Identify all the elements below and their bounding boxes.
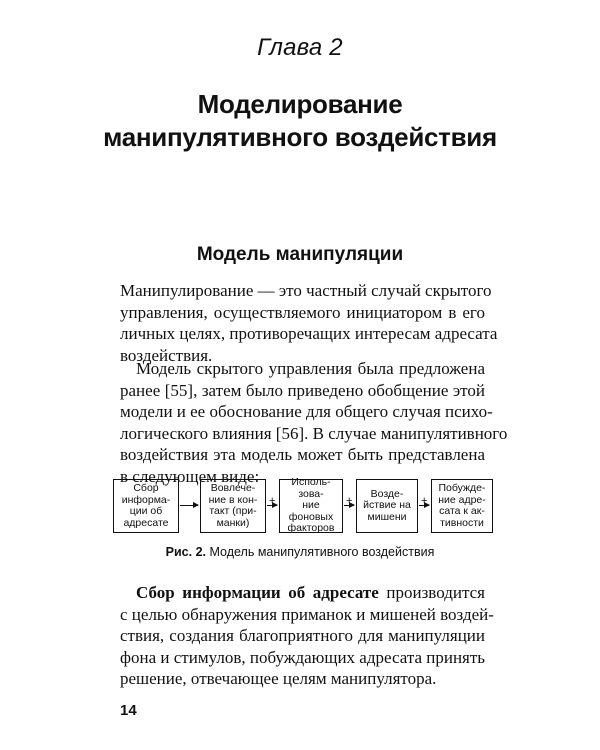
box-line: факторов — [287, 522, 335, 535]
text-line: ранее [55], затем было приведено обобщение этой — [120, 380, 485, 400]
box-line: ние в кон- — [208, 493, 258, 506]
text-line: с целью обнаружения приманок и мишеней воздей- — [120, 604, 494, 624]
text-line: логического влияния [56]. В случае манипулятивного — [120, 423, 508, 443]
chapter-title-line: Моделирование — [197, 89, 403, 119]
text-line: Манипулирование — это частный случай скрытого — [120, 281, 492, 300]
box-line: Исполь- — [291, 476, 331, 489]
chapter-label: Глава 2 — [257, 34, 343, 61]
diagram-box-target-impact — [356, 479, 418, 533]
box-line: такт (при- — [209, 505, 257, 517]
box-line: йствие на — [363, 499, 411, 512]
box-line: тивности — [440, 516, 484, 529]
diagram-arrow — [180, 505, 198, 506]
bold-lead-term: Сбор информации об адресате — [136, 583, 379, 602]
paragraph-info-gathering — [120, 582, 494, 690]
figure-caption-text: Модель манипулятивного воздействия — [206, 545, 435, 559]
paragraph-model-history — [120, 358, 508, 487]
paragraph-definition — [120, 280, 498, 366]
diagram-plus: + — [346, 495, 353, 507]
text-line: Модель скрытого управления была предложена — [136, 359, 485, 378]
text-fragment: производится — [378, 583, 485, 602]
section-title: Модель манипуляции — [196, 244, 404, 265]
text-line — [120, 582, 485, 604]
text-line: решение, отвечающее целям манипулятора. — [120, 669, 437, 688]
box-line: Вовлече- — [210, 482, 256, 494]
text-line: ствия, создания благоприятного для манипуляции — [120, 626, 485, 645]
text-line: воздействия. — [120, 345, 213, 365]
figure-caption — [0, 545, 600, 559]
text-line: в следующем виде: — [120, 466, 260, 486]
text-line: личных целях, противоречащих интересам адресата — [120, 324, 498, 343]
box-line: зова- — [298, 487, 324, 500]
box-line: мишени — [367, 510, 407, 523]
diagram-box-info-gathering — [113, 479, 179, 533]
diagram-box-background-factors — [279, 476, 343, 535]
page-number: 14 — [120, 702, 137, 719]
box-line: Сбор — [133, 482, 159, 494]
box-line: манки) — [216, 516, 250, 529]
box-line: ции об — [129, 505, 163, 517]
figure-caption-label: Рис. 2. — [165, 545, 207, 559]
chapter-title — [60, 88, 540, 154]
box-line: ние — [302, 499, 320, 512]
box-line: Возде- — [370, 487, 404, 500]
diagram-plus: + — [269, 495, 276, 507]
box-line: информа- — [121, 493, 171, 506]
diagram-box-activation — [431, 479, 493, 533]
box-line: адресате — [123, 516, 169, 529]
text-line: воздействия эта модель может быть представлена — [120, 445, 485, 464]
box-line: Побужде- — [438, 482, 486, 494]
text-line: модели и ее обоснование для общего случая психо- — [120, 402, 493, 421]
box-line: ние адре- — [438, 493, 486, 506]
text-line: фона и стимулов, побуждающих адресата принять — [120, 647, 486, 667]
chapter-title-line: манипулятивного воздействия — [103, 122, 497, 152]
box-line: фоновых — [288, 510, 334, 523]
text-line: управления, осуществляемого инициатором в его — [120, 302, 485, 322]
diagram-box-engagement — [200, 479, 266, 533]
diagram-plus: + — [421, 495, 428, 507]
box-line: сата к ак- — [439, 505, 485, 517]
